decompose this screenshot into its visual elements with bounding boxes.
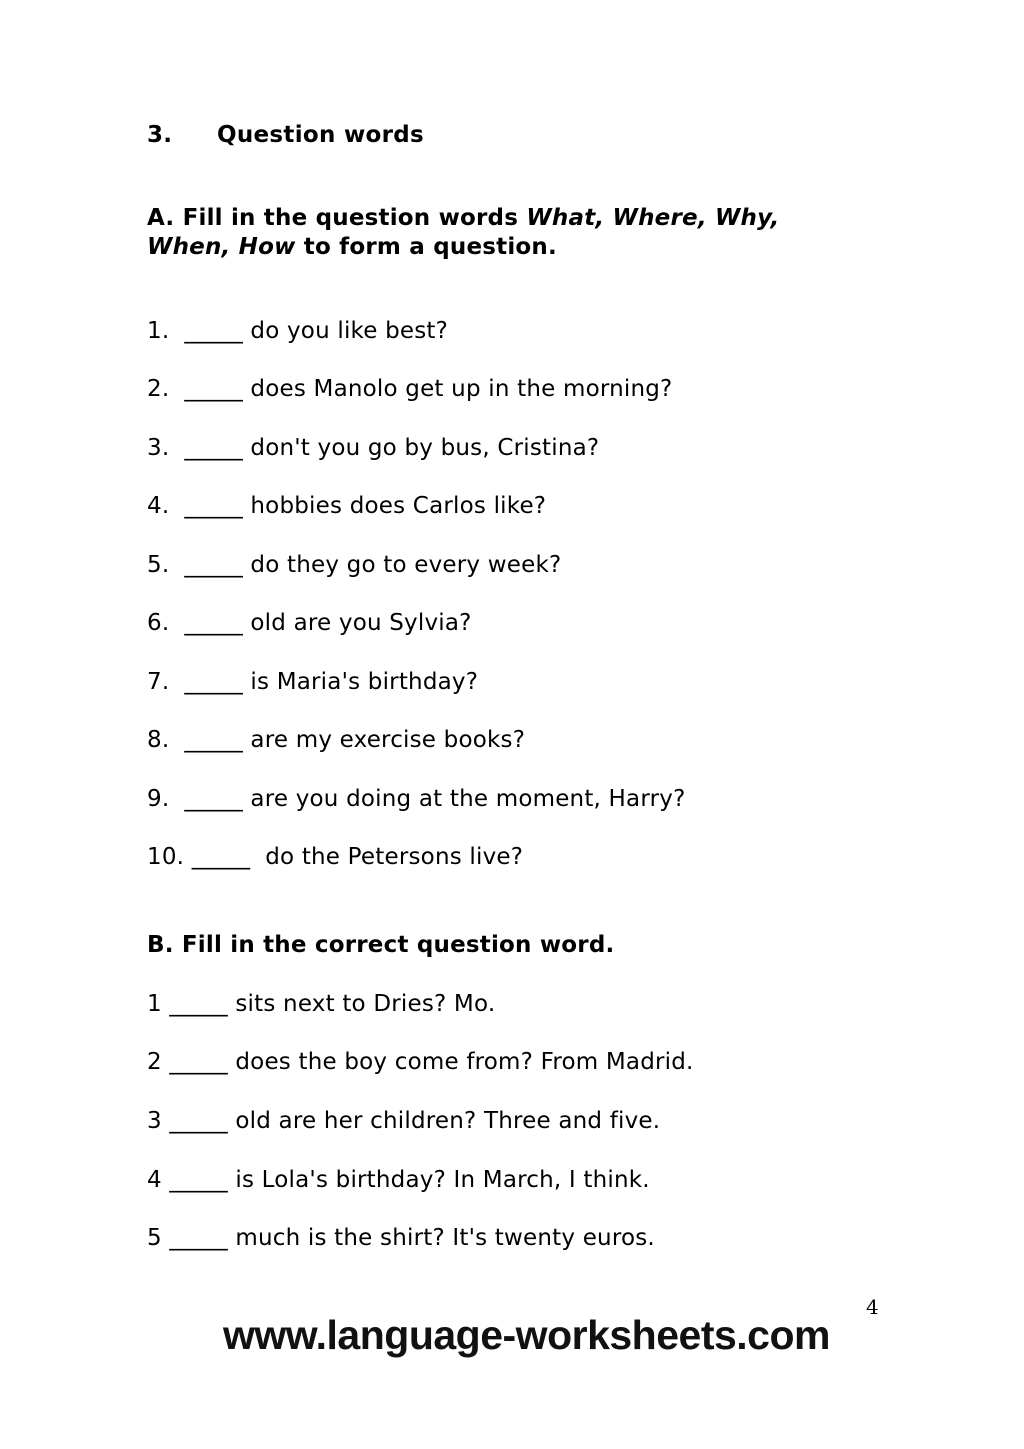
answer-blank[interactable]: _____ [184, 727, 243, 753]
answer-blank[interactable]: _____ [169, 1225, 228, 1251]
answer-blank[interactable]: _____ [169, 991, 228, 1017]
answer-blank[interactable]: _____ [184, 610, 243, 636]
part-a-instruction-line-1 [147, 205, 779, 231]
part-a-question-words-2: When, How [147, 234, 296, 260]
answer-blank[interactable]: _____ [169, 1049, 228, 1075]
section-number: 3. [147, 122, 173, 148]
item-number: 1. [147, 318, 170, 344]
part-b-item [147, 991, 495, 1017]
answer-blank[interactable]: _____ [184, 493, 243, 519]
item-number: 7. [147, 669, 170, 695]
page-number: 4 [866, 1295, 879, 1319]
item-number: 4. [147, 493, 170, 519]
part-b-item [147, 1049, 694, 1075]
part-a-item [147, 844, 523, 870]
item-number: 1 [147, 991, 162, 1017]
item-text: don't you go by bus, Cristina? [250, 435, 600, 461]
answer-blank[interactable]: _____ [184, 786, 243, 812]
item-text: does Manolo get up in the morning? [250, 376, 673, 402]
part-b-item [147, 1108, 660, 1134]
section-heading [147, 122, 424, 148]
item-text: hobbies does Carlos like? [250, 493, 547, 519]
part-a-item [147, 376, 672, 402]
answer-blank[interactable]: _____ [169, 1167, 228, 1193]
item-number: 10. [147, 844, 185, 870]
part-a-item [147, 727, 525, 753]
item-text: does the boy come from? From Madrid. [235, 1049, 694, 1075]
item-number: 8. [147, 727, 170, 753]
answer-blank[interactable]: _____ [184, 376, 243, 402]
answer-blank[interactable]: _____ [169, 1108, 228, 1134]
part-a-instruction-line-2 [147, 234, 557, 260]
answer-blank[interactable]: _____ [184, 552, 243, 578]
item-number: 5. [147, 552, 170, 578]
item-text: old are her children? Three and five. [235, 1108, 661, 1134]
item-text: do they go to every week? [250, 552, 562, 578]
answer-blank[interactable]: _____ [184, 318, 243, 344]
item-text: sits next to Dries? Mo. [235, 991, 496, 1017]
item-text: do you like best? [250, 318, 449, 344]
item-text: are my exercise books? [250, 727, 526, 753]
item-number: 6. [147, 610, 170, 636]
answer-blank[interactable]: _____ [184, 435, 243, 461]
item-number: 3 [147, 1108, 162, 1134]
item-number: 2. [147, 376, 170, 402]
item-number: 2 [147, 1049, 162, 1075]
answer-blank[interactable]: _____ [184, 669, 243, 695]
item-text: old are you Sylvia? [250, 610, 472, 636]
part-a-item [147, 318, 448, 344]
item-number: 9. [147, 786, 170, 812]
part-b-item [147, 1167, 650, 1193]
item-text: much is the shirt? It's twenty euros. [235, 1225, 655, 1251]
item-text: is Lola's birthday? In March, I think. [235, 1167, 650, 1193]
item-text: are you doing at the moment, Harry? [250, 786, 686, 812]
part-a-item [147, 552, 561, 578]
part-a-item [147, 786, 685, 812]
part-a-instruction-suffix: to form a question. [295, 234, 557, 260]
part-b-instruction: B. Fill in the correct question word. [147, 932, 615, 958]
part-a-item [147, 435, 599, 461]
item-number: 4 [147, 1167, 162, 1193]
part-a-item [147, 610, 472, 636]
item-number: 3. [147, 435, 170, 461]
part-a-item [147, 669, 478, 695]
part-a-item [147, 493, 546, 519]
section-title: Question words [217, 122, 425, 148]
answer-blank[interactable]: _____ [191, 844, 251, 870]
item-number: 5 [147, 1225, 162, 1251]
item-text: do the Petersons live? [265, 844, 524, 870]
item-text: is Maria's birthday? [250, 669, 479, 695]
part-b-item [147, 1225, 655, 1251]
footer-website: www.language-worksheets.com [223, 1312, 830, 1358]
part-a-instruction-prefix: A. Fill in the question words [147, 205, 527, 231]
part-a-question-words-1: What, Where, Why, [526, 205, 780, 231]
